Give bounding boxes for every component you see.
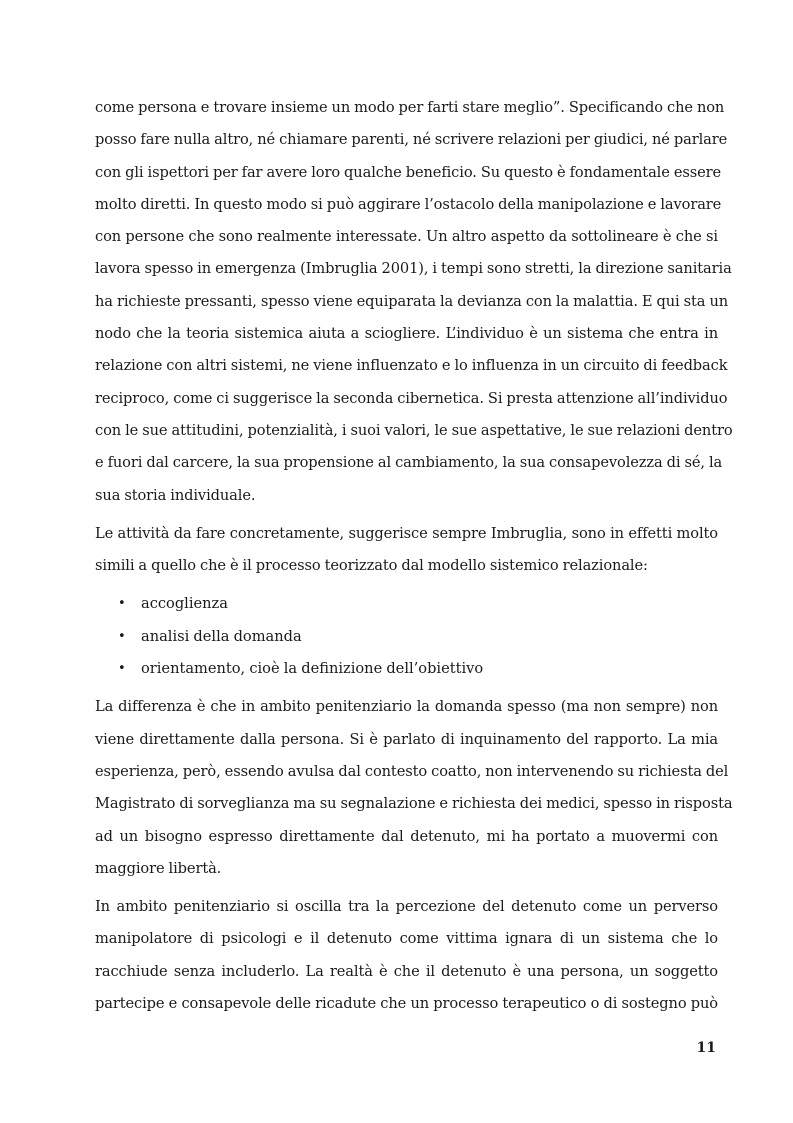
text-line: lavora spesso in emergenza (Imbruglia 2001), i tempi sono stretti, la direzione sanitaria — [95, 260, 732, 278]
list-item-text: analisi della domanda — [141, 627, 302, 645]
text-line: Magistrato di sorveglianza ma su segnalazione e richiesta dei medici, spesso in risposta — [95, 795, 733, 813]
text-line: viene direttamente dalla persona. Si è parlato di inquinamento del rapporto. La mia — [95, 730, 718, 748]
text-line: relazione con altri sistemi, ne viene influenzato e lo influenza in un circuito di feedback — [95, 357, 728, 375]
text-line: ad un bisogno espresso direttamente dal detenuto, mi ha portato a muovermi con — [95, 827, 718, 845]
page-number: 11 — [696, 1040, 716, 1056]
text-line: maggiore libertà. — [95, 859, 222, 877]
list-item — [95, 653, 718, 685]
text-line: con le sue attitudini, potenzialità, i suoi valori, le sue aspettative, le sue relazioni dentro — [95, 421, 733, 439]
text-line: molto diretti. In questo modo si può aggirare l’ostacolo della manipolazione e lavorare — [95, 195, 722, 213]
text-line: ha richieste pressanti, spesso viene equiparata la devianza con la malattia. E qui sta un — [95, 292, 729, 310]
bullet-list — [95, 588, 718, 685]
list-item-text: accoglienza — [141, 595, 228, 613]
bullet-icon: • — [118, 596, 126, 612]
text-line: nodo che la teoria sistemica aiuta a sciogliere. L’individuo è un sistema che entra in — [95, 325, 718, 343]
text-line: reciproco, come ci suggerisce la seconda cibernetica. Si presta attenzione all’individuo — [95, 389, 728, 407]
page-body — [95, 92, 733, 1020]
text-line: La differenza è che in ambito penitenziario la domanda spesso (ma non sempre) non — [95, 698, 718, 716]
text-line: Le attività da fare concretamente, suggerisce sempre Imbruglia, sono in effetti molto — [95, 524, 718, 542]
text-line: e fuori dal carcere, la sua propensione al cambiamento, la sua consapevolezza di sé, la — [95, 454, 723, 472]
text-line: con gli ispettori per far avere loro qualche beneficio. Su questo è fondamentale essere — [95, 163, 722, 181]
text-line: con persone che sono realmente interessate. Un altro aspetto da sottolineare è che si — [95, 228, 718, 246]
paragraph — [95, 92, 733, 512]
text-line: simili a quello che è il processo teorizzato dal modello sistemico relazionale: — [95, 557, 648, 575]
text-line: racchiude senza includerlo. La realtà è che il detenuto è una persona, un soggetto — [95, 962, 718, 980]
paragraph — [95, 891, 718, 1020]
text-line: come persona e trovare insieme un modo per farti stare meglio”. Specificando che non — [95, 99, 725, 116]
text-line: posso fare nulla altro, né chiamare parenti, né scrivere relazioni per giudici, né parlare — [95, 131, 728, 149]
list-item — [95, 621, 718, 653]
text-line: partecipe e consapevole delle ricadute che un processo terapeutico o di sostegno può — [95, 995, 718, 1013]
list-item — [95, 588, 718, 620]
text-line: In ambito penitenziario si oscilla tra la percezione del detenuto come un perverso — [95, 898, 718, 916]
bullet-icon: • — [118, 661, 126, 677]
bullet-icon: • — [118, 628, 126, 644]
text-line: sua storia individuale. — [95, 486, 256, 504]
paragraph — [95, 518, 718, 583]
paragraph — [95, 691, 733, 885]
text-line: esperienza, però, essendo avulsa dal contesto coatto, non intervenendo su richiesta del — [95, 762, 729, 780]
text-line: manipolatore di psicologi e il detenuto come vittima ignara di un sistema che lo — [95, 930, 718, 948]
list-item-text: orientamento, cioè la definizione dell’obiettivo — [141, 660, 484, 678]
